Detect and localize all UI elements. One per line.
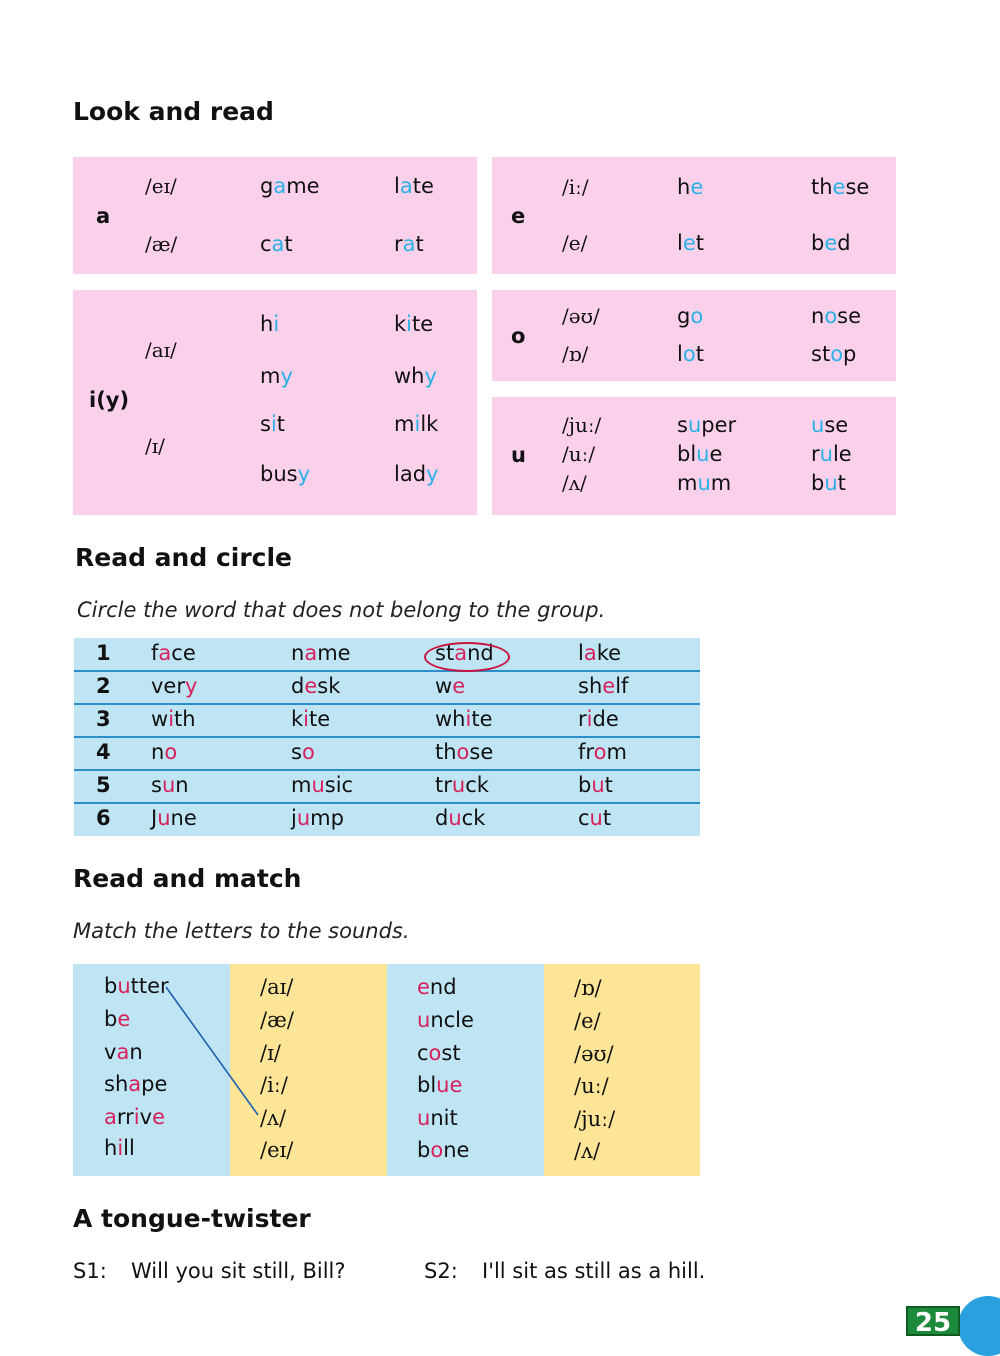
table-word-circled[interactable]: stand	[435, 641, 494, 665]
table-word: face	[151, 641, 196, 665]
table-word[interactable]: jump	[291, 806, 344, 830]
ipa-sound: /ɪ/	[145, 434, 165, 458]
table-word[interactable]: cut	[578, 806, 612, 830]
match-sound[interactable]: /ʌ/	[574, 1139, 601, 1163]
vowel-letter: i(y)	[89, 388, 130, 412]
example-word: super	[677, 413, 737, 437]
table-word: name	[291, 641, 351, 665]
match-sound[interactable]: /ʌ/	[260, 1106, 287, 1130]
table-word[interactable]: we	[435, 674, 466, 698]
table-word[interactable]: music	[291, 773, 354, 797]
example-word: sit	[260, 412, 286, 436]
table-word: lake	[578, 641, 622, 665]
example-word: go	[677, 304, 704, 328]
match-word[interactable]: be	[104, 1007, 131, 1031]
speaker-line: I'll sit as still as a hill.	[482, 1259, 706, 1283]
example-word: lot	[677, 342, 704, 366]
example-word: stop	[811, 342, 857, 366]
match-sound[interactable]: /aɪ/	[260, 975, 294, 999]
table-word[interactable]: truck	[435, 773, 489, 797]
row-number: 4	[96, 740, 111, 764]
table-word[interactable]: no	[151, 740, 178, 764]
match-word[interactable]: hill	[104, 1136, 135, 1160]
example-word: bed	[811, 231, 851, 255]
row-number: 6	[96, 806, 111, 830]
table-word[interactable]: duck	[435, 806, 486, 830]
match-sound[interactable]: /juː/	[574, 1107, 616, 1131]
row-number: 3	[96, 707, 111, 731]
ipa-sound: /ɒ/	[562, 342, 589, 366]
row-number: 5	[96, 773, 111, 797]
ipa-sound: /aɪ/	[145, 338, 177, 362]
section-title-tongue-twister: A tongue-twister	[73, 1204, 311, 1233]
table-word[interactable]: with	[151, 707, 196, 731]
match-instruction: Match the letters to the sounds.	[73, 919, 410, 943]
table-word[interactable]: those	[435, 740, 494, 764]
table-word[interactable]: from	[578, 740, 627, 764]
table-word[interactable]: shelf	[578, 674, 629, 698]
ipa-sound: /e/	[562, 231, 588, 255]
match-word[interactable]: butter	[104, 974, 169, 998]
example-word: use	[811, 413, 849, 437]
ipa-sound: /əʊ/	[562, 304, 600, 328]
speaker-label: S2:	[424, 1259, 458, 1283]
table-word[interactable]: but	[578, 773, 613, 797]
table-word[interactable]: June	[151, 806, 197, 830]
example-word: these	[811, 175, 870, 199]
table-word[interactable]: ride	[578, 707, 619, 731]
example-word: rat	[394, 232, 424, 256]
example-word: milk	[394, 412, 439, 436]
match-word[interactable]: bone	[417, 1138, 470, 1162]
example-word: blue	[677, 442, 723, 466]
speaker-label: S1:	[73, 1259, 107, 1283]
table-word[interactable]: white	[435, 707, 493, 731]
vowel-letter: u	[511, 443, 526, 467]
match-sound[interactable]: /əʊ/	[574, 1042, 614, 1066]
ipa-sound: /juː/	[562, 413, 602, 437]
example-word: cat	[260, 232, 293, 256]
row-number: 2	[96, 674, 111, 698]
example-word: late	[394, 174, 434, 198]
example-word: why	[394, 364, 437, 388]
example-word: let	[677, 231, 704, 255]
match-word[interactable]: end	[417, 975, 457, 999]
match-word[interactable]: blue	[417, 1073, 463, 1097]
example-word: kite	[394, 312, 434, 336]
circle-instruction: Circle the word that does not belong to the group.	[77, 598, 606, 622]
match-sound[interactable]: /uː/	[574, 1074, 609, 1098]
example-word: he	[677, 175, 704, 199]
match-sound[interactable]: /eɪ/	[260, 1138, 294, 1162]
example-word: mum	[677, 471, 732, 495]
speaker-line: Will you sit still, Bill?	[131, 1259, 346, 1283]
ipa-sound: /ʌ/	[562, 471, 587, 495]
match-sound[interactable]: /e/	[574, 1009, 601, 1033]
ipa-sound: /æ/	[145, 232, 178, 256]
page-number: 25	[906, 1306, 960, 1336]
match-word[interactable]: uncle	[417, 1008, 474, 1032]
example-word: hi	[260, 312, 280, 336]
match-word[interactable]: arrive	[104, 1105, 165, 1129]
match-sound[interactable]: /iː/	[260, 1073, 288, 1097]
vowel-letter: o	[511, 324, 526, 348]
match-sound[interactable]: /æ/	[260, 1008, 294, 1032]
ipa-sound: /iː/	[562, 175, 589, 199]
table-word[interactable]: sun	[151, 773, 189, 797]
example-word: my	[260, 364, 293, 388]
table-word[interactable]: kite	[291, 707, 331, 731]
match-word[interactable]: cost	[417, 1041, 461, 1065]
match-word[interactable]: unit	[417, 1106, 458, 1130]
section-title-read-and-match: Read and match	[73, 864, 302, 893]
example-word: but	[811, 471, 846, 495]
ipa-sound: /uː/	[562, 442, 596, 466]
table-word[interactable]: so	[291, 740, 315, 764]
table-word[interactable]: very	[151, 674, 198, 698]
example-word: rule	[811, 442, 852, 466]
match-word[interactable]: van	[104, 1040, 143, 1064]
row-number: 1	[96, 641, 111, 665]
example-word: busy	[260, 462, 311, 486]
example-word: nose	[811, 304, 862, 328]
vowel-letter: e	[511, 204, 526, 228]
match-sound[interactable]: /ɪ/	[260, 1041, 281, 1065]
table-word[interactable]: desk	[291, 674, 341, 698]
match-word[interactable]: shape	[104, 1072, 168, 1096]
example-word: lady	[394, 462, 439, 486]
ipa-sound: /eɪ/	[145, 174, 177, 198]
section-title-look-and-read: Look and read	[73, 97, 274, 126]
section-title-read-and-circle: Read and circle	[75, 543, 293, 572]
match-sound[interactable]: /ɒ/	[574, 976, 602, 1000]
example-word: game	[260, 174, 320, 198]
vowel-letter: a	[96, 204, 111, 228]
